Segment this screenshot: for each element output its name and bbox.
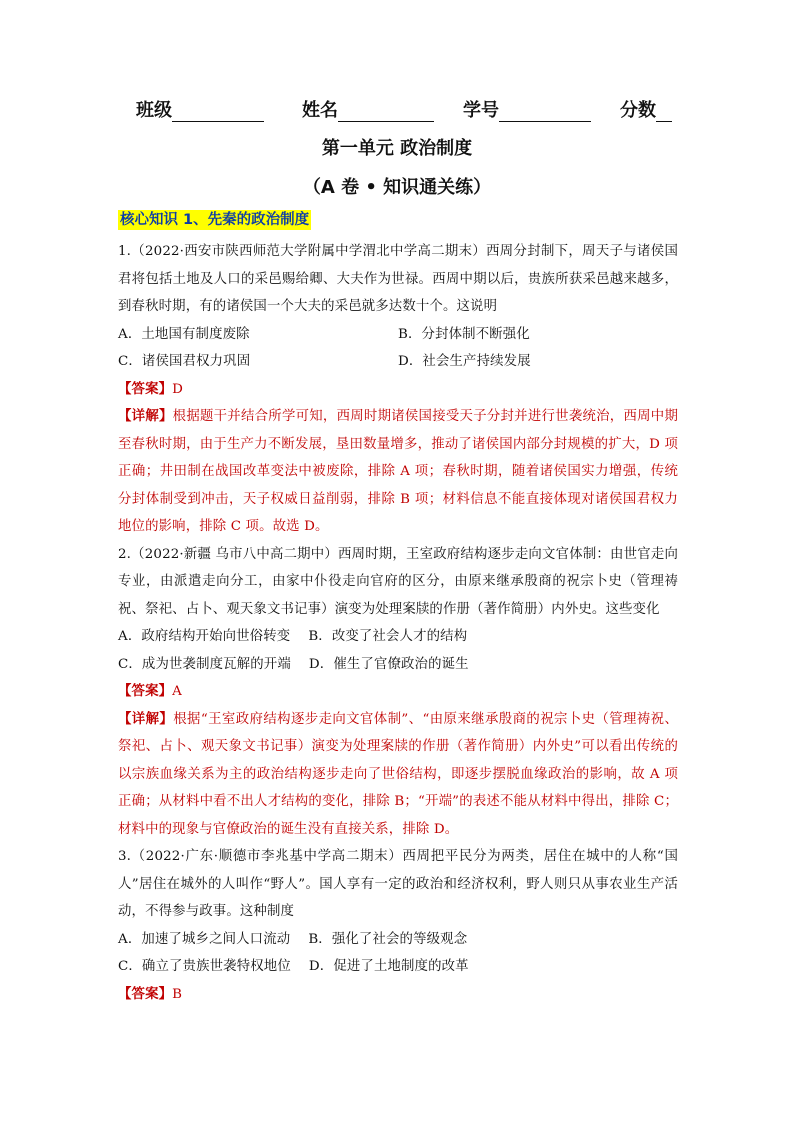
question-1-options-row-2 [118,348,678,376]
question-3-option-d: D．促进了土地制度的改革 [308,959,469,974]
detail-tag: 【详解】 [118,409,173,424]
question-3-options-row-1 [118,926,678,954]
question-1-stem: 1.（2022·西安市陕西师范大学附属中学渭北中学高二期末）西周分封制下，周天子与诸侯国君将包括土地及人口的采邑赐给卿、大夫作为世禄。西周中期以后，贵族所获采邑越来越多，到春秋时期，有的诸侯国一个大夫的采邑就多达数十个。这说明 [118,244,678,314]
name-blank[interactable] [338,101,434,122]
question-3-answer [118,981,678,1009]
question-3-option-b: B．强化了社会的等级观念 [308,931,468,947]
student-id-field [463,96,591,122]
answer-tag: 【答案】 [118,684,173,699]
section-heading: 核心知识 1、先秦的政治制度 [120,212,310,228]
question-2-option-a: A．政府结构开始向世俗转变 [118,629,291,644]
question-2-detail [118,706,678,844]
answer-tag: 【答案】 [118,381,173,397]
answer-value: D [172,381,184,397]
question-1-option-b: B．分封体制不断强化 [398,326,530,342]
question-1-option-c: C．诸侯国君权力巩固 [118,354,251,369]
detail-text: 根据题干并结合所学可知，西周时期诸侯国接受天子分封并进行世袭统治，西周中期至春秋时期，由于生产力不断发展，垦田数量增多，推动了诸侯国内部分封规模的扩大，D 项正确；井田制在战国改革变法中被废除，排除 A 项；春秋时期，随着诸侯国实力增强，传统分封体制受到冲击，天子权威日益削弱，排除 B 项；材料信息不能直接体现对诸侯国君权力地位的影响，排除 C 项。故选 D。 [118,409,678,534]
question-1-option-a: A．土地国有制度废除 [118,326,250,342]
name-label: 姓名 [302,100,338,121]
question-list [118,238,678,1008]
question-2-options-row-2 [118,651,678,679]
question-1-option-d: D．社会生产持续发展 [398,354,531,369]
page-title: 第一单元 政治制度 [321,138,473,159]
score-blank[interactable] [656,101,672,122]
detail-tag: 【详解】 [118,711,174,727]
class-blank[interactable] [172,101,264,122]
question-3-option-c: C．确立了贵族世袭特权地位 [118,959,291,974]
question-3-option-a: A．加速了城乡之间人口流动 [118,931,291,947]
score-label: 分数 [620,100,656,121]
question-3-stem: 3.（2022·广东·顺德市李兆基中学高二期末）西周把平民分为两类，居住在城中的人称“国人”居住在城外的人叫作“野人”。国人享有一定的政治和经济权利，野人则只从事农业生产活动，不得参与政事。这种制度 [118,849,678,919]
class-field [136,96,264,122]
question-1-answer [118,376,678,404]
question-2-answer [118,678,678,706]
answer-tag: 【答案】 [118,986,173,1002]
question-2-stem: 2.（2022·新疆 乌市八中高二期中）西周时期，王室政府结构逐步走向文官体制：由世官走向专业，由派遣走向分工，由家中仆役走向官府的区分，由原来继承殷商的祝宗卜史（管理祷祝、祭祀、占卜、观天象文书记事）演变为处理案牍的作册（著作简册）内外史。这些变化 [118,546,678,617]
student-id-label: 学号 [463,100,499,121]
question-3-options-row-2 [118,953,678,981]
question-2-option-b: B．改变了社会人才的结构 [308,629,468,644]
name-field [302,96,434,122]
question-1-options-row-1 [118,321,678,349]
student-id-blank[interactable] [499,101,591,122]
class-label: 班级 [136,100,172,121]
question-2-option-c: C．成为世袭制度瓦解的开端 [118,656,291,672]
answer-value: A [172,684,182,699]
answer-value: B [172,986,183,1002]
question-2-option-d: D．催生了官僚政治的诞生 [308,656,469,672]
score-field [620,96,672,122]
question-2-options-row-1 [118,623,678,651]
page-subtitle: （A 卷 • 知识通关练） [302,177,492,198]
detail-text: 根据“王室政府结构逐步走向文官体制”、“由原来继承殷商的祝宗卜史（管理祷祝、祭祀、占卜、观天象文书记事）演变为处理案牍的作册（著作简册）内外史”可以看出传统的以宗族血缘关系为主的政治结构逐步走向了世俗结构，即逐步摆脱血缘政治的影响，故 A 项正确；从材料中看不出人才结构的变化，排除 B；“开端”的表述不能从材料中得出，排除 C；材料中的现象与官僚政治的诞生没有直接关系，排除 D。 [118,711,678,837]
question-1-detail [118,403,678,541]
